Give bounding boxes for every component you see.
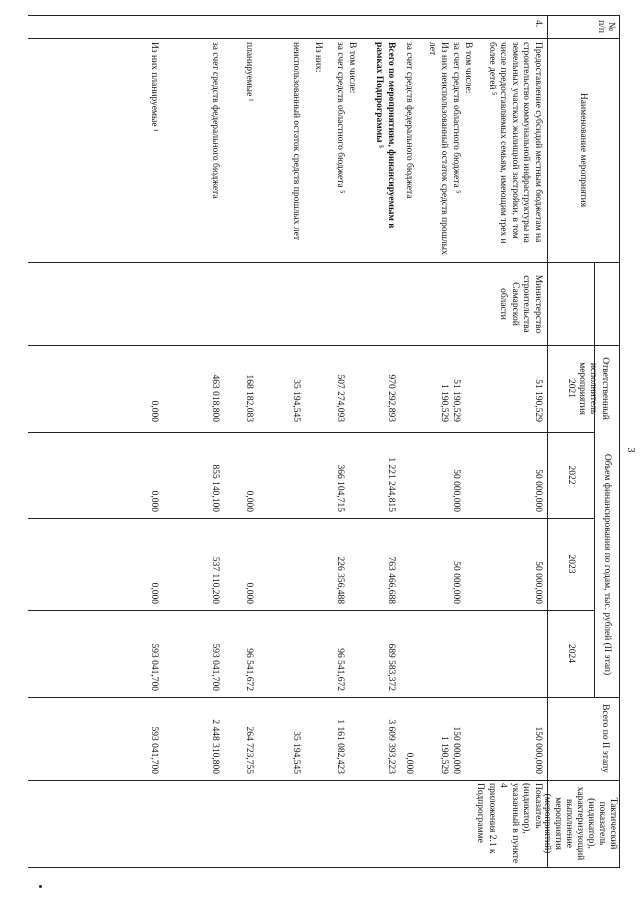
cell-2022: 0,000 (244, 490, 254, 512)
header-year-2022: 2022 (566, 465, 576, 485)
cell-2021: 1 190,529 (439, 384, 449, 422)
col-divider-num (28, 38, 620, 39)
header-indicator: Тактический показатель (индикатор), характеризующий выполнение мероприятия (мероприятий) (542, 786, 618, 861)
cell-2022: 0,000 (149, 490, 159, 512)
row-label: неиспользованный остаток средств прошлых лет (291, 42, 301, 241)
cell-2023: 0,000 (149, 582, 159, 604)
cell-2023: 0,000 (244, 582, 254, 604)
cell-2022: 50 000,000 (451, 469, 461, 512)
row-label: за счет средств областного бюджета ⁵ (335, 42, 345, 194)
cell-total: 264 723,755 (244, 726, 254, 774)
row-label: Из них: (313, 42, 323, 73)
row-label: Всего по мероприятиям, финансируемым в рамках Подпрограммы ⁵ (374, 42, 396, 229)
row-label: В том числе: (463, 42, 473, 94)
header-year-2023: 2023 (566, 554, 576, 574)
row4-executor: Министерство строительства Самарской области (498, 274, 543, 334)
cell-2021: 463 018,800 (210, 374, 220, 422)
header-total: Всего по II этапу (600, 704, 610, 773)
col-divider-executor (28, 345, 620, 346)
row4-indicator: Показатель (индикатор), указанный в пункте 4 приложения 2.1 к Подпрограмме (475, 783, 543, 864)
page-number: 3 (625, 447, 636, 453)
row4-2022: 50 000,000 (533, 469, 543, 512)
cell-2021: 0,000 (149, 400, 159, 422)
col-divider-total (28, 780, 620, 781)
row-label: Из них планируемые ¹ (149, 42, 159, 132)
header-executor: Ответственный исполнитель мероприятия (577, 357, 610, 420)
header-year-2024: 2024 (566, 644, 576, 663)
cell-2023: 50 000,000 (451, 561, 461, 604)
header-name: Наименование мероприятия (578, 92, 588, 208)
row4-2021: 51 190,529 (533, 379, 543, 422)
header-num: № п/п (596, 20, 616, 33)
scan-speck (39, 885, 42, 888)
cell-2024: 96 541,672 (335, 648, 345, 691)
table-top-border (619, 15, 620, 867)
cell-total: 35 194,545 (291, 731, 301, 774)
cell-total: 1 161 082,423 (335, 719, 345, 774)
cell-2022: 1 221 244,815 (386, 457, 396, 512)
header-volume: Объем финансирования по годам, тыс. рублей (II этап) (602, 453, 612, 676)
row-label: В том числе: (347, 42, 357, 94)
cell-2021: 51 190,529 (451, 379, 461, 422)
cell-total: 0,000 (404, 752, 414, 774)
row-label: за счет средств федерального бюджета (210, 42, 220, 199)
cell-2023: 226 356,488 (335, 556, 345, 604)
col-divider-2021 (28, 432, 595, 433)
cell-total: 593 041,700 (149, 726, 159, 774)
row-label: за счет средств областного бюджета ⁵ (451, 42, 461, 194)
cell-2024: 593 041,700 (210, 643, 220, 691)
cell-2023: 537 110,200 (210, 556, 220, 604)
header-year-2021: 2021 (566, 379, 576, 398)
cell-2021: 507 274,093 (335, 374, 345, 422)
table-right-border (28, 867, 620, 868)
cell-total: 1 190,529 (439, 736, 449, 774)
row4-total: 150 000,000 (533, 726, 543, 774)
cell-total: 3 609 393,223 (386, 719, 396, 774)
table-header-bottom-border (547, 15, 548, 867)
cell-2023: 763 466,688 (386, 556, 396, 604)
cell-2021: 168 182,083 (244, 374, 254, 422)
cell-2024: 96 541,672 (244, 648, 254, 691)
cell-2024: 689 583,372 (386, 643, 396, 691)
col-divider-2022 (28, 518, 595, 519)
col-divider-name (28, 262, 620, 263)
col-divider-2023 (28, 610, 595, 611)
table-subheader-border (594, 262, 595, 697)
table-left-border (28, 15, 620, 16)
col-divider-2024 (28, 697, 620, 698)
row-label: за счет средств федерального бюджета (404, 42, 414, 199)
cell-2021: 970 292,893 (386, 374, 396, 422)
cell-2021: 35 194,545 (291, 379, 301, 422)
row4-num: 4. (533, 20, 543, 28)
row4-2023: 50 000,000 (533, 561, 543, 604)
row4-name: Предоставление субсидий местным бюджетам на строительство коммунальной инфраструктуры на земельных участках жилищной застройки, в том числе предоставляемых семьям, имеющим трех и более детей ⁵ (487, 42, 543, 244)
cell-total: 150 000,000 (451, 726, 461, 774)
row-label: Из них неиспользованный остаток средств прошлых лет (427, 42, 449, 255)
cell-2024: 593 041,700 (149, 643, 159, 691)
row-label: планируемые ¹ (244, 42, 254, 102)
cell-total: 2 448 310,800 (210, 719, 220, 774)
cell-2022: 855 140,100 (210, 464, 220, 512)
cell-2022: 366 104,715 (335, 464, 345, 512)
